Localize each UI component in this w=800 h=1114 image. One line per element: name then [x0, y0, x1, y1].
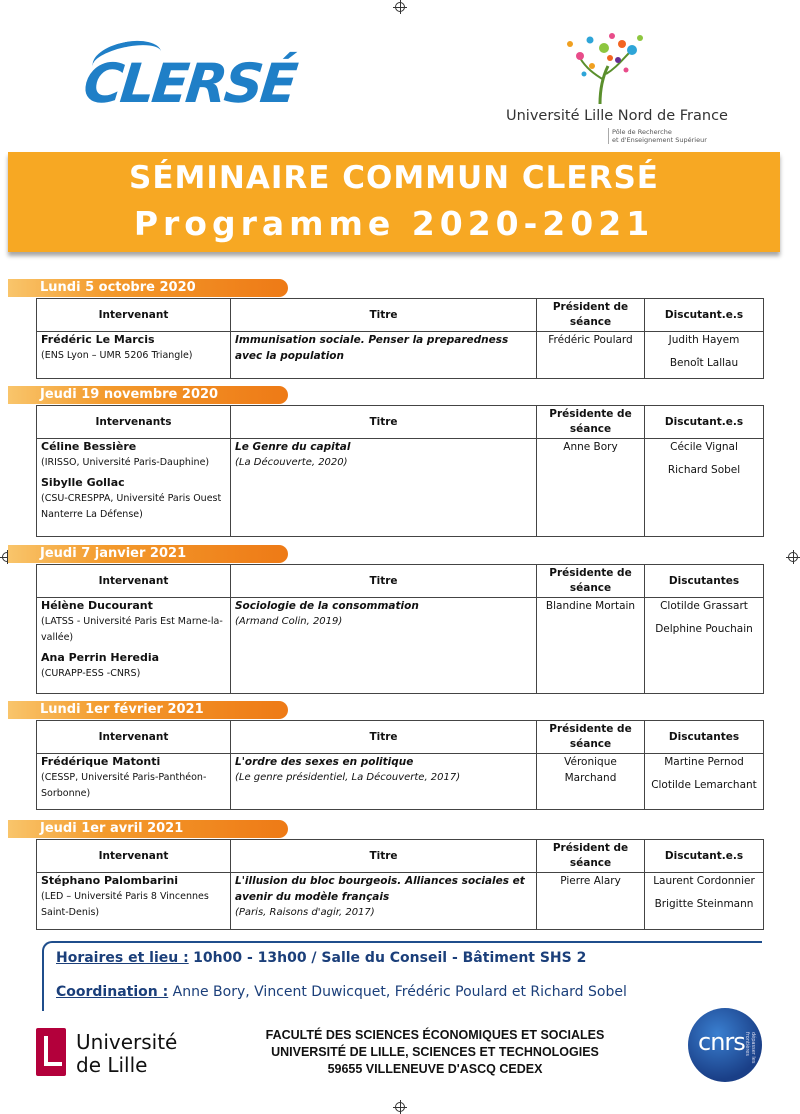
header-president: [537, 299, 645, 332]
table-header-row: [37, 840, 764, 873]
speaker-name: Frédérique Matonti: [41, 755, 161, 768]
coordination-label: Coordination :: [56, 984, 169, 1000]
table-header-row: [37, 406, 764, 439]
discussant: Benoît Lallau: [669, 357, 739, 369]
session-date: Jeudi 1er avril 2021: [40, 821, 184, 836]
header-discutant: Discutant.e.s: [645, 840, 764, 873]
president-cell: Anne Bory: [537, 439, 645, 537]
session-table: [36, 564, 764, 694]
clerse-logo: [80, 40, 298, 135]
header-president-line-1: Présidente de: [549, 408, 632, 420]
talk-subtitle: (Le genre présidentiel, La Découverte, 2017): [235, 772, 461, 783]
president-cell: Frédéric Poulard: [537, 332, 645, 379]
header-president-line-1: Présidente de: [549, 567, 632, 579]
title-cell: [231, 873, 537, 930]
registration-mark-right: [788, 552, 798, 562]
session-date-tab: [8, 545, 288, 563]
discussant: Richard Sobel: [667, 464, 741, 476]
header-titre: Titre: [231, 721, 537, 754]
header-titre: Titre: [231, 565, 537, 598]
talk-title: Immunisation sociale. Penser la preparedness avec la population: [235, 334, 509, 362]
cnrs-logo: [688, 1008, 762, 1082]
header-president-line-2: séance: [569, 738, 612, 750]
ulille-mark-icon: [36, 1028, 66, 1076]
faculty-line-2: UNIVERSITÉ DE LILLE, SCIENCES ET TECHNOLOGIES: [271, 1045, 599, 1059]
header-titre: Titre: [231, 406, 537, 439]
talk-title: L'ordre des sexes en politique: [235, 756, 414, 768]
session-date-tab: [8, 279, 288, 297]
talk-title: L'illusion du bloc bourgeois. Alliances sociales et avenir du modèle français: [235, 875, 525, 903]
session-table: [36, 839, 764, 930]
table-row: [37, 873, 764, 930]
president-cell: Blandine Mortain: [537, 598, 645, 694]
header-intervenant: Intervenant: [37, 299, 231, 332]
header-president: [537, 406, 645, 439]
ulnf-subtitle: [608, 128, 707, 144]
session-table: [36, 298, 764, 379]
session-date: Lundi 1er février 2021: [40, 702, 204, 717]
president-cell: Véronique Marchand: [537, 754, 645, 810]
discussant: Martine Pernod: [664, 756, 744, 768]
banner-subtitle: Programme 2020-2021: [133, 204, 655, 243]
discussant: Clotilde Lemarchant: [651, 779, 757, 791]
registration-mark-top: [395, 2, 405, 12]
discussant: Brigitte Steinmann: [654, 898, 754, 910]
talk-subtitle: (Armand Colin, 2019): [235, 616, 343, 627]
title-cell: [231, 332, 537, 379]
header-president: [537, 565, 645, 598]
speakers-cell: [37, 873, 231, 930]
cnrs-logo-text: cnrs: [698, 1028, 745, 1056]
ulnf-sub-line-2: et d'Enseignement Supérieur: [612, 136, 707, 144]
header-president-line-2: séance: [569, 582, 612, 594]
header-discutant: Discutant.e.s: [645, 299, 764, 332]
talk-title: Sociologie de la consommation: [235, 600, 419, 612]
title-cell: [231, 754, 537, 810]
session-date: Jeudi 19 novembre 2020: [40, 387, 219, 402]
speaker-affiliation: (IRISSO, Université Paris-Dauphine): [41, 457, 210, 468]
header-discutant: Discutant.e.s: [645, 406, 764, 439]
header-president-line-2: séance: [569, 857, 612, 869]
header-intervenant: Intervenant: [37, 565, 231, 598]
header-president-line-1: Président de: [552, 842, 629, 854]
header-intervenant: Intervenants: [37, 406, 231, 439]
ulnf-logo: [500, 30, 728, 145]
clerse-logo-text: CLERSÉ: [80, 52, 298, 115]
ulnf-tree-icon: [560, 30, 650, 106]
session-date-tab: [8, 820, 288, 838]
faculty-address: [220, 1027, 650, 1078]
universite-de-lille-logo: [36, 1028, 196, 1080]
coordination-value: Anne Bory, Vincent Duwicquet, Frédéric Poulard et Richard Sobel: [172, 984, 627, 1000]
session-table: [36, 720, 764, 810]
faculty-line-3: 59655 VILLENEUVE D'ASCQ CEDEX: [327, 1062, 543, 1076]
talk-subtitle: (La Découverte, 2020): [235, 457, 348, 468]
header-president-line-2: séance: [569, 316, 612, 328]
header-discutant: Discutantes: [645, 565, 764, 598]
speaker-name: Céline Bessière: [41, 440, 137, 453]
coordination-line: [56, 984, 627, 1000]
speaker-affiliation: (CESSP, Université Paris-Panthéon-Sorbonne): [41, 772, 207, 799]
horaires-value: 10h00 - 13h00 / Salle du Conseil - Bâtiment SHS 2: [193, 950, 587, 966]
speakers-cell: [37, 598, 231, 694]
cnrs-tagline: dépasser les frontières: [744, 1032, 756, 1064]
horaires-label: Horaires et lieu :: [56, 950, 189, 966]
session-table: [36, 405, 764, 537]
table-header-row: [37, 721, 764, 754]
horaires-line: [56, 950, 586, 966]
speaker-name: Hélène Ducourant: [41, 599, 153, 612]
header-intervenant: Intervenant: [37, 840, 231, 873]
discussants-cell: [645, 439, 764, 537]
title-banner: [8, 152, 780, 252]
banner-title: SÉMINAIRE COMMUN CLERSÉ: [129, 160, 659, 196]
header-discutant: Discutantes: [645, 721, 764, 754]
discussants-cell: [645, 873, 764, 930]
discussants-cell: [645, 332, 764, 379]
table-row: [37, 598, 764, 694]
speaker-affiliation: (LED – Université Paris 8 Vincennes Saint-Denis): [41, 891, 209, 918]
session-date-tab: [8, 701, 288, 719]
discussants-cell: [645, 598, 764, 694]
faculty-line-1: FACULTÉ DES SCIENCES ÉCONOMIQUES ET SOCIALES: [265, 1028, 605, 1042]
discussants-cell: [645, 754, 764, 810]
header-titre: Titre: [231, 840, 537, 873]
discussant: Judith Hayem: [668, 334, 740, 346]
header-president: [537, 721, 645, 754]
table-row: [37, 332, 764, 379]
ulnf-name: Université Lille Nord de France: [506, 108, 728, 124]
ulnf-sub-line-1: Pôle de Recherche: [612, 128, 672, 136]
speakers-cell: [37, 439, 231, 537]
header-intervenant: Intervenant: [37, 721, 231, 754]
discussant: Clotilde Grassart: [660, 600, 748, 612]
header-titre: Titre: [231, 299, 537, 332]
speakers-cell: [37, 332, 231, 379]
session-date: Jeudi 7 janvier 2021: [40, 546, 187, 561]
discussant: Laurent Cordonnier: [653, 875, 755, 887]
header-president-line-2: séance: [569, 423, 612, 435]
ulille-line-1: Université: [76, 1030, 178, 1054]
table-row: [37, 754, 764, 810]
speaker-name: Stéphano Palombarini: [41, 874, 179, 887]
talk-subtitle: (Paris, Raisons d'agir, 2017): [235, 907, 375, 918]
header-president: [537, 840, 645, 873]
speaker-affiliation: (LATSS - Université Paris Est Marne-la-vallée): [41, 616, 223, 643]
table-header-row: [37, 565, 764, 598]
session-date-tab: [8, 386, 288, 404]
header-president-line-1: Présidente de: [549, 723, 632, 735]
discussant: Delphine Pouchain: [655, 623, 753, 635]
speaker-name: Sibylle Gollac: [41, 476, 125, 489]
president-cell: Pierre Alary: [537, 873, 645, 930]
speaker-name: Frédéric Le Marcis: [41, 333, 155, 346]
speaker-affiliation: (CURAPP-ESS -CNRS): [41, 668, 141, 679]
header-president-line-1: Président de: [552, 301, 629, 313]
discussant: Cécile Vignal: [670, 441, 738, 453]
talk-title: Le Genre du capital: [235, 441, 351, 453]
registration-mark-bottom: [395, 1102, 405, 1112]
title-cell: [231, 439, 537, 537]
table-header-row: [37, 299, 764, 332]
speaker-name: Ana Perrin Heredia: [41, 651, 160, 664]
title-cell: [231, 598, 537, 694]
ulille-line-2: de Lille: [76, 1053, 148, 1077]
table-row: [37, 439, 764, 537]
session-date: Lundi 5 octobre 2020: [40, 280, 196, 295]
speaker-affiliation: (ENS Lyon – UMR 5206 Triangle): [41, 350, 193, 361]
speaker-affiliation: (CSU-CRESPPA, Université Paris Ouest Nanterre La Défense): [41, 493, 222, 520]
speakers-cell: [37, 754, 231, 810]
